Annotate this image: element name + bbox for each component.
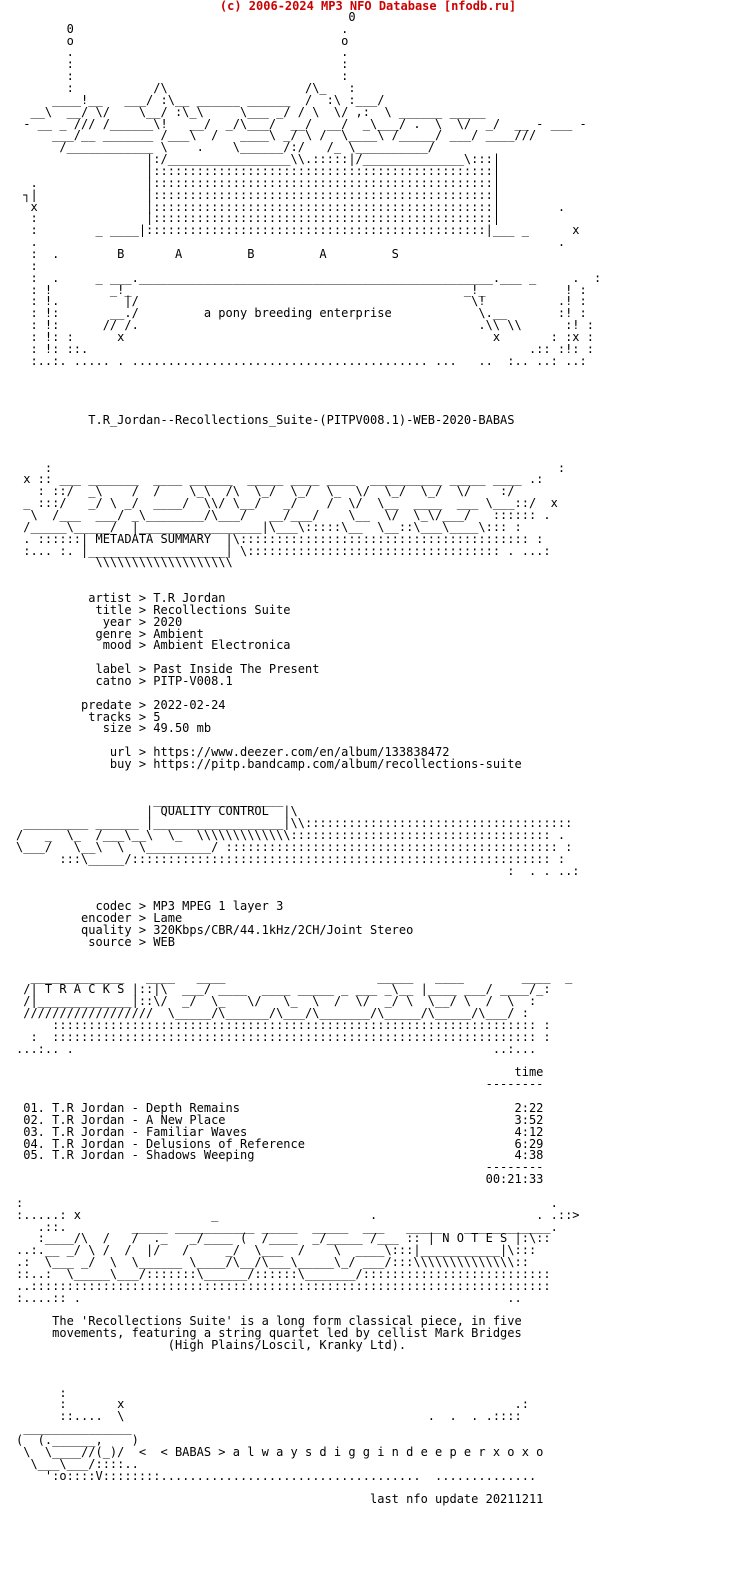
tracks-banner-art: ...:.. . ..:... <box>16 1041 551 1056</box>
meta-year: year > 2020 <box>16 614 183 629</box>
babas-logo-art: : . _ ___._________________________________________________.___ _ . : <box>16 270 609 285</box>
spacer <box>16 380 608 392</box>
babas-logo-art: 0 . <box>16 21 573 36</box>
babas-logo-art: : /\ /\_ : <box>16 81 580 96</box>
spacer <box>16 569 608 581</box>
meta-label: label > Past Inside The Present <box>16 662 320 677</box>
quality-banner-art: : . . ..: <box>16 863 580 878</box>
footer-art: \___\___/::::.. <box>16 1456 544 1471</box>
meta-size: size > 49.50 mb <box>16 721 212 736</box>
spacer <box>16 368 608 380</box>
babas-logo-art: : !: __./ a pony breeding enterprise \.__ :! : <box>16 306 587 321</box>
babas-logo-art: . . <box>16 45 573 60</box>
babas-logo-art: o o <box>16 33 573 48</box>
notes-text: movements, featuring a string quartet led by cellist Mark Bridges <box>16 1326 522 1341</box>
babas-logo-art: |:/_________________\\.:::::|/______________\:::| <box>16 152 587 167</box>
notes-banner-art: .::. _____ ___________ _____ _____ ___ _____ ____________. <box>16 1219 558 1234</box>
tracklist-total: 00:21:33 <box>16 1172 544 1187</box>
footer-art: _______________ <box>16 1421 544 1436</box>
notes-banner-art: :....:: . .. <box>16 1290 522 1305</box>
quality-banner-art: | QUALITY CONTROL |\ <box>16 804 305 819</box>
spacer <box>16 949 608 961</box>
notes-text: (High Plains/Loscil, Kranky Ltd). <box>16 1338 407 1353</box>
spacer <box>16 439 608 451</box>
footer-art: ( (.______, ) <box>16 1432 544 1447</box>
quality-banner-art: _________ ______ |__________________|\\::::::::::::::::::::::::::::::::::::: <box>16 816 573 831</box>
track-row: 04. T.R Jordan - Delusions of Reference 6:29 <box>16 1136 544 1151</box>
babas-logo-art: : ! _!_ _!_ ! : <box>16 282 587 297</box>
tracklist-time-header: time <box>16 1065 544 1080</box>
track-row: 01. T.R Jordan - Depth Remains 2:22 <box>16 1100 544 1115</box>
notes-banner-art: .: \___ _/ \ \______ \____/\__/\___\_____\_/ ___/:::\\\\\\\\\\\\\\:: <box>16 1255 529 1270</box>
spacer <box>16 391 608 403</box>
meta-mood: mood > Ambient Electronica <box>16 638 291 653</box>
footer-art: : x .: <box>16 1397 544 1412</box>
track-row: 05. T.R Jordan - Shadows Weeping 4:38 <box>16 1148 544 1163</box>
babas-logo-art: : |:::::::::::::::::::::::::::::::::::::::::::::::| <box>16 211 594 226</box>
babas-logo-art: : !: ::. .:: :!: : <box>16 341 594 356</box>
tracklist-separator: -------- <box>16 1160 544 1175</box>
metadata-banner-art: x :: ___ _______ ____ ______ _____ ____ ____ __________ _____ ____ .: <box>16 472 544 487</box>
tracks-banner-art: : ::::::::::::::::::::::::::::::::::::::::::::::::::::::::::::::::::: : <box>16 1029 551 1044</box>
notes-banner-art: :____/\ / / ._ _/____ ( /____ _/_____ /___ :: | N O T E S |:\:: <box>16 1231 551 1246</box>
babas-logo-art: __\ __/ \/ \__/ :\_\ \___ _/ / \ \/ ,: \ ______ _____ <box>16 104 580 119</box>
quality-encoder: encoder > Lame <box>16 911 183 926</box>
spacer <box>16 1364 608 1376</box>
babas-logo-art: ___/__ _______ /___\ / ____\ _/ \ / \____\ /_____/ ___/ ____/// <box>16 128 544 143</box>
meta-tracks: tracks > 5 <box>16 709 161 724</box>
tracks-banner-art: _____________ ____ ____ _____ ____ ____ _ <box>16 970 587 985</box>
footer-art: \ \____//(_)/ < < BABAS > a l w a y s d i g g i n d e e p e r x o x o <box>16 1444 544 1459</box>
notes-banner-art: ::..: \_____\___/:::::::\______/::::::\_______/:::::::::::::::::::::::::: <box>16 1266 551 1281</box>
footer-art: ::.... \ . . . .:::: <box>16 1409 537 1424</box>
last-update: last nfo update 20211211 <box>16 1492 544 1507</box>
babas-logo-art: : !: : x x : :x : <box>16 330 594 345</box>
quality-quality: quality > 320Kbps/CBR/44.1kHz/2CH/Joint Stereo <box>16 923 414 938</box>
quality-banner-art: \___/ \__\ \ \_________/ :::::::::::::::::::::::::::::::::::::::::::::: : <box>16 840 573 855</box>
notes-banner-art: ..:::::::::::::::::::::::::::::::::::::::::::::::::::::::::::::::::::::::: <box>16 1278 551 1293</box>
meta-buy: buy > https://pitp.bandcamp.com/album/recollections-suite <box>16 757 522 771</box>
quality-source: source > WEB <box>16 934 175 949</box>
babas-logo-art: : . B A B A S <box>16 247 594 262</box>
quality-banner-art: __________________ <box>16 792 305 807</box>
nfodb-header: (c) 2006-2024 MP3 NFO Database [nfodb.ru] <box>219 0 517 13</box>
notes-text: The 'Recollections Suite' is a long form classical piece, in five <box>16 1314 522 1329</box>
notes-banner-art: : . <box>16 1195 558 1210</box>
babas-logo-art: . . <box>16 235 594 250</box>
babas-logo-art: : : <box>16 69 573 84</box>
meta-artist: artist > T.R Jordan <box>16 590 226 605</box>
babas-logo-art: x |:::::::::::::::::::::::::::::::::::::::::::::::| . <box>16 199 594 214</box>
metadata-banner-art: :... :. |___________________| \::::::::::::::::::::::::::::::::::: . ...: <box>16 543 551 558</box>
meta-predate: predate > 2022-02-24 <box>16 697 226 712</box>
metadata-banner-art: : : <box>16 460 566 475</box>
meta-title: title > Recollections Suite <box>16 602 291 617</box>
babas-logo-art: /____________ \ . \______/:/ /_ \__________/ <box>16 140 522 155</box>
babas-logo-art: |:::::::::::::::::::::::::::::::::::::::::::::::| <box>16 164 587 179</box>
nfo-document <box>16 0 608 1506</box>
track-row: 03. T.R Jordan - Familiar Waves 4:12 <box>16 1124 544 1139</box>
babas-logo-art: : !. |/ \! .! : <box>16 294 587 309</box>
tracks-banner-art: /| T R A C K S |::|\ ___/ ____ ____ _____ _ ___ _\__ |____ ___/ ____/_: <box>16 982 551 997</box>
notes-banner-art: :.....: x _ . . .::> <box>16 1207 580 1222</box>
release-name: T.R_Jordan--Recollections_Suite-(PITPV008.1)-WEB-2020-BABAS <box>16 413 515 428</box>
babas-logo-art: ┐| |:::::::::::::::::::::::::::::::::::::::::::::::| <box>16 187 587 202</box>
meta-genre: genre > Ambient <box>16 626 204 641</box>
metadata-banner-art: /_____\_____/ |_________________|\___\:::::\__ \__::\___\____\::: : <box>16 519 522 534</box>
babas-logo-art: : _ ____|:::::::::::::::::::::::::::::::::::::::::::::::|___ _ x <box>16 223 587 238</box>
spacer <box>16 771 608 783</box>
meta-catno: catno > PITP-V008.1 <box>16 673 233 688</box>
meta-url: url > https://www.deezer.com/en/album/133838472 <box>16 745 450 760</box>
quality-banner-art: :::\_____/:::::::::::::::::::::::::::::::::::::::::::::::::::::::::: : <box>16 851 566 866</box>
tracks-banner-art: /|_____________|::\/ _/ \_ \/ \_ \ / \/ _/ \ \__/ \ / \ : <box>16 994 551 1009</box>
tracklist-separator: -------- <box>16 1077 544 1092</box>
babas-logo-art: : <box>16 258 594 273</box>
tracks-banner-art: ::::::::::::::::::::::::::::::::::::::::::::::::::::::::::::::::::: : <box>16 1017 551 1032</box>
tracks-banner-art: ////////////////// \_____/\______/\___/\_______/\_____/\_____/\___/ : <box>16 1006 529 1021</box>
footer-art: ':o::::V::::::::.................................... .............. <box>16 1468 544 1483</box>
metadata-banner-art: . ::::::| METADATA SUMMARY |\:::::::::::::::::::::::::::::::::::::::: : <box>16 531 544 546</box>
metadata-banner-art: : ::/ _\ / / \_\ /\ \_/ \_/ \_ \/ \_/ \_/ \/ :/ <box>16 484 529 499</box>
babas-logo-art: ____!__ ___/ :\__ ______ ______ / :\ :___/ <box>16 92 580 107</box>
babas-logo-art: 0 <box>16 9 580 24</box>
metadata-banner-art: \\\\\\\\\\\\\\\\\\\ <box>16 555 515 570</box>
spacer <box>16 878 608 890</box>
footer-art: : <box>16 1385 544 1400</box>
metadata-banner-art: \ /___ ___/ _\________/\___/ __/___/ \__ \/ \_\/___/ :::::: . <box>16 507 551 522</box>
babas-logo-art: - __ _ /// /______\! __/ _/\___/ __/ __/ _\___/ . \ \/ _/ __ - ___ - <box>16 116 587 131</box>
babas-logo-art: . |:::::::::::::::::::::::::::::::::::::::::::::::| <box>16 175 587 190</box>
babas-logo-art: : !: // /. .\\ \\ :! : <box>16 318 594 333</box>
quality-codec: codec > MP3 MPEG 1 layer 3 <box>16 899 284 914</box>
notes-banner-art: ..:.__ _/ \ / / |/ / _/ \___ / \ ____\:::|___________|\::: <box>16 1243 537 1258</box>
track-row: 02. T.R Jordan - A New Place 3:52 <box>16 1112 544 1127</box>
babas-logo-art: : : <box>16 57 573 72</box>
quality-banner-art: / _ \_ /___\__\ \_ \\\\\\\\\\\\\:::::::::::::::::::::::::::::::::::: . <box>16 828 566 843</box>
spacer <box>16 1352 608 1364</box>
spacer <box>16 427 608 439</box>
babas-logo-art: :..:. ..... . ......................................... ... .. :.. ..: ..: <box>16 353 587 368</box>
metadata-banner-art: _ :::/ _/ \ _/ ____/ \\/ \__/ _/ / \/ \__ ____ ___ \___::/ x <box>16 496 558 511</box>
